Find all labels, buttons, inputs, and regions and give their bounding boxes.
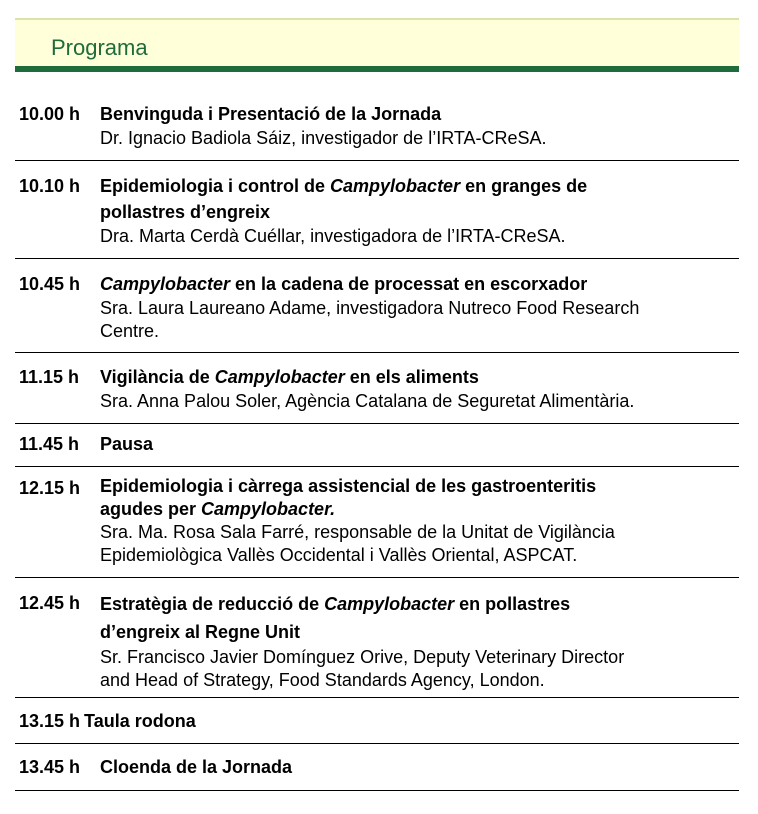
item-title-organism: Campylobacter — [330, 176, 461, 196]
item-speaker: and Head of Strategy, Food Standards Agency, London. — [100, 670, 545, 690]
item-title-part: Epidemiologia i control de — [100, 176, 331, 196]
item-speaker: Sra. Ma. Rosa Sala Farré, responsable de la Unitat de Vigilància — [100, 522, 615, 542]
program-item — [15, 259, 739, 353]
item-title-line2 — [100, 498, 739, 521]
item-time — [19, 708, 196, 734]
item-title: Benvinguda i Presentació de la Jornada — [100, 104, 442, 124]
item-time: 12.45 h — [19, 593, 81, 613]
item-title-organism: Campylobacter — [100, 274, 231, 294]
program-list — [15, 95, 739, 791]
item-title-organism: Campylobacter. — [201, 499, 336, 519]
item-title-organism: Campylobacter — [214, 367, 345, 387]
item-speaker: Sra. Laura Laureano Adame, investigadora Nutreco Food Research — [100, 298, 640, 318]
program-item — [15, 424, 739, 467]
item-title-line2: d’engreix al Regne Unit — [100, 622, 301, 642]
program-item — [15, 95, 739, 161]
item-title-line2: pollastres d’engreix — [100, 202, 271, 222]
item-time: 11.15 h — [19, 367, 80, 387]
item-title: Epidemiologia i càrrega assistencial de les gastroenteritis — [100, 476, 597, 496]
item-title — [100, 364, 739, 390]
program-header — [15, 18, 739, 72]
item-title-organism: Campylobacter — [324, 594, 455, 614]
item-time-value: 13.15 h — [19, 711, 81, 731]
item-title: Cloenda de la Jornada — [100, 757, 293, 777]
program-title: Programa — [51, 35, 148, 60]
item-title-part: agudes per — [100, 499, 202, 519]
program-item — [15, 161, 739, 259]
item-title-part: en pollastres — [454, 594, 571, 614]
item-title: Pausa — [100, 434, 154, 454]
item-speaker: Sr. Francisco Javier Domínguez Orive, Deputy Veterinary Director — [100, 647, 625, 667]
item-title-part: Estratègia de reducció de — [100, 594, 325, 614]
program-item — [15, 698, 739, 744]
item-time: 12.15 h — [19, 478, 81, 498]
item-time: 11.45 h — [19, 434, 80, 454]
item-time: 10.45 h — [19, 274, 81, 294]
program-item — [15, 353, 739, 424]
item-speaker: Dr. Ignacio Badiola Sáiz, investigador de l’IRTA-CReSA. — [100, 128, 547, 148]
item-title-part: Vigilància de — [100, 367, 215, 387]
item-title: Taula rodona — [84, 711, 196, 731]
item-time: 13.45 h — [19, 757, 81, 777]
item-speaker: Dra. Marta Cerdà Cuéllar, investigadora de l’IRTA-CReSA. — [100, 226, 566, 246]
program-item — [15, 578, 739, 698]
item-title-part: en granges de — [460, 176, 588, 196]
item-speaker: Sra. Anna Palou Soler, Agència Catalana de Seguretat Alimentària. — [100, 391, 635, 411]
item-title — [100, 590, 739, 618]
item-speaker: Centre. — [100, 321, 160, 341]
item-title — [100, 173, 739, 199]
item-title-part: en la cadena de processat en escorxador — [230, 274, 588, 294]
item-speaker: Epidemiològica Vallès Occidental i Vallès Oriental, ASPCAT. — [100, 545, 578, 565]
program-item — [15, 467, 739, 578]
item-title-part: en els aliments — [344, 367, 479, 387]
item-time: 10.00 h — [19, 104, 81, 124]
program-item — [15, 744, 739, 791]
item-time: 10.10 h — [19, 176, 81, 196]
item-title — [100, 271, 739, 297]
